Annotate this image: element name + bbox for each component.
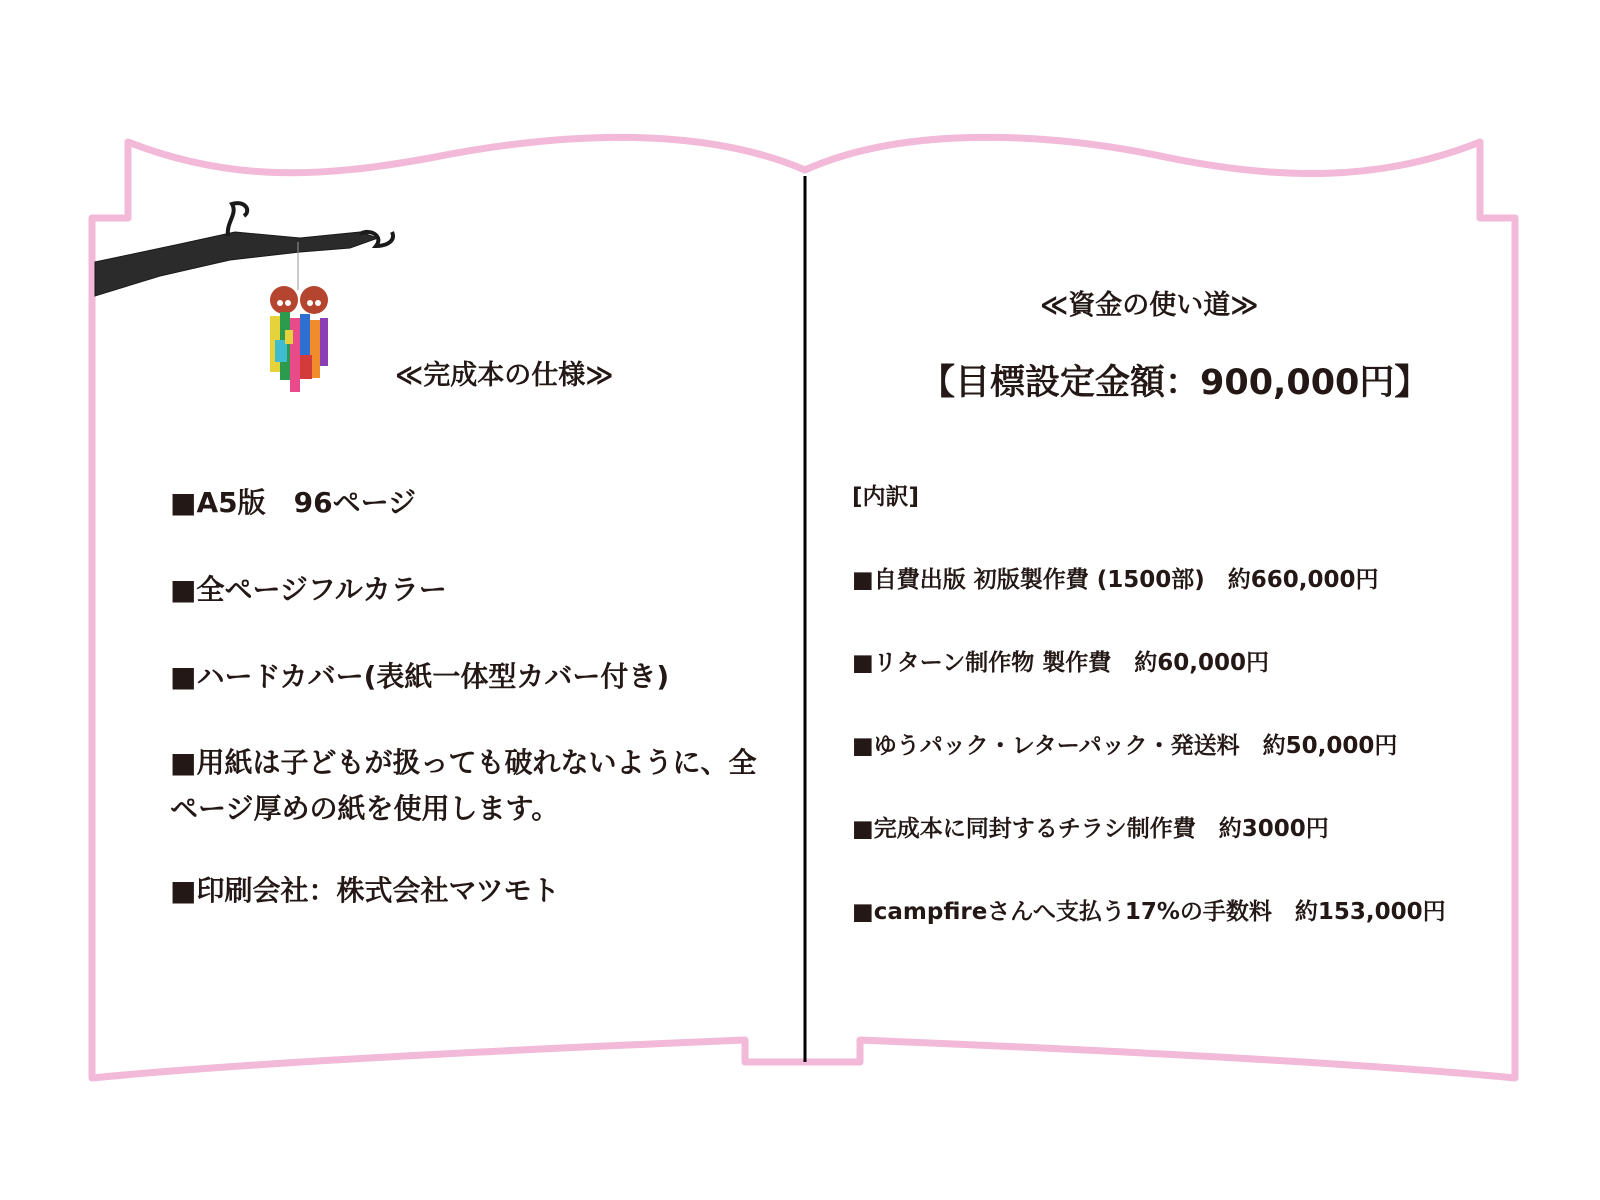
goal-amount: 【目標設定金額：900,000円】 <box>920 363 1430 403</box>
cost-item-rewards: ■リターン制作物 製作費 約60,000円 <box>852 650 1270 676</box>
cost-item-fee: ■campfireさんへ支払う17%の手数料 約153,000円 <box>852 899 1446 925</box>
spec-item-color: ■全ページフルカラー <box>170 573 447 606</box>
cost-item-printing: ■自費出版 初版製作費 (1500部) 約660,000円 <box>852 567 1379 593</box>
cost-item-shipping: ■ゆうパック・レターパック・発送料 約50,000円 <box>852 733 1398 759</box>
cost-item-flyer: ■完成本に同封するチラシ制作費 約3000円 <box>852 816 1329 842</box>
spec-item-printer: ■印刷会社：株式会社マツモト <box>170 874 560 907</box>
spec-item-paper: ■用紙は子どもが扱っても破れないように、全ページ厚めの紙を使用します。 <box>170 746 757 825</box>
spec-item-format: ■A5版 96ページ <box>170 486 417 519</box>
spec-item-cover: ■ハードカバー(表紙一体型カバー付き) <box>170 660 670 693</box>
spec-section-title: ≪完成本の仕様≫ <box>395 360 614 391</box>
breakdown-label: [内訳] <box>852 484 920 510</box>
funds-section-title: ≪資金の使い道≫ <box>1040 290 1259 321</box>
